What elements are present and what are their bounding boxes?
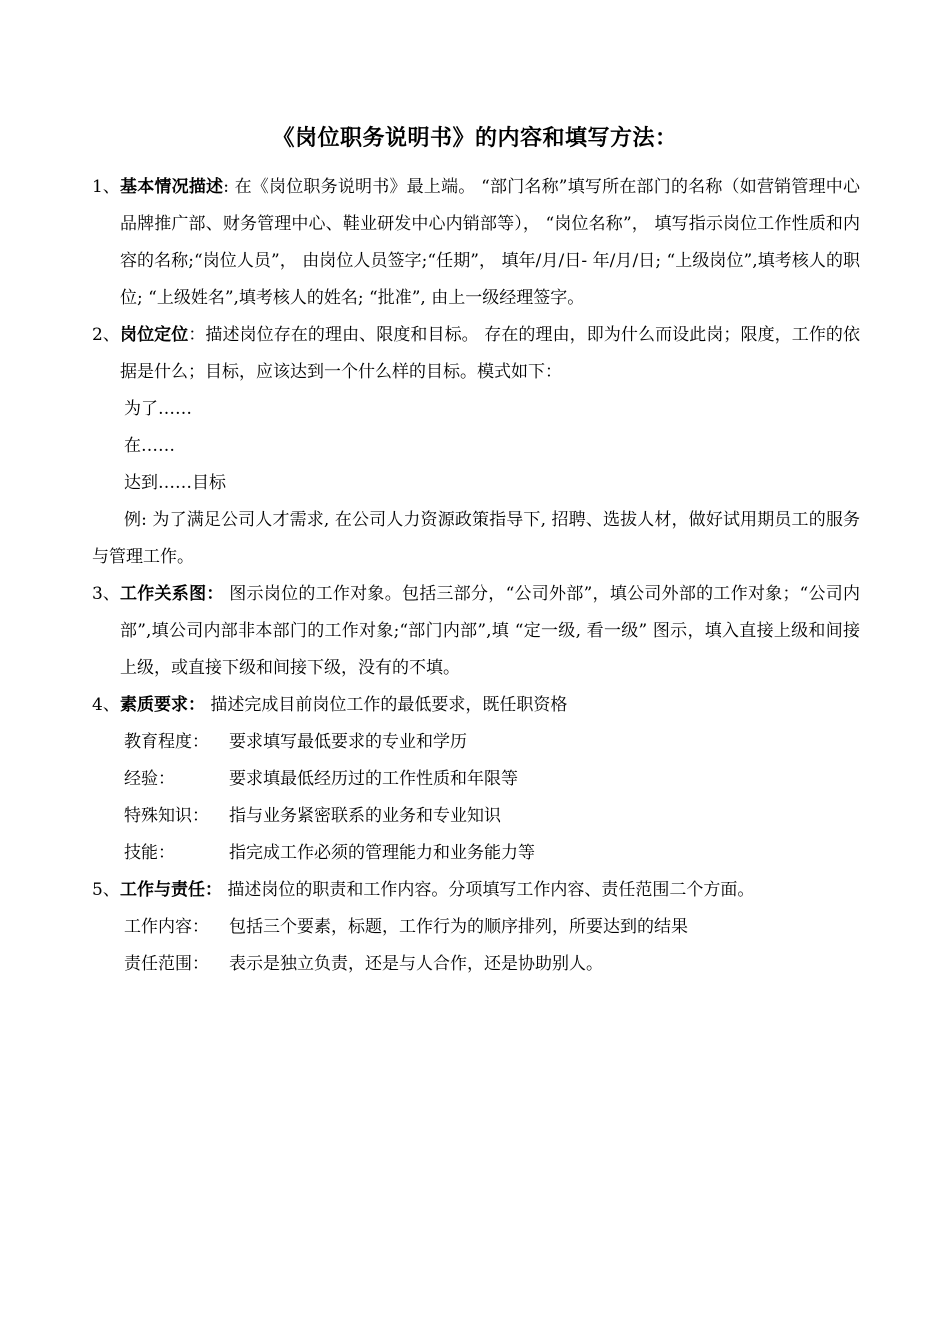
section-paragraph — [120, 169, 860, 317]
requirement-label: 教育程度： — [124, 732, 209, 752]
pattern-line: 为了…… — [124, 399, 192, 419]
section-text: 图示岗位的工作对象。包括三部分，“公司外部”，填公司外部的工作对象；“公司内部”,填公司内部非本部门的工作对象;“部门内部”,填 “定一级, 看一级” 图示，填入直接上级和间接上级，或直接下级和间接下级，没有的不填。 — [120, 584, 860, 678]
section-paragraph — [120, 317, 860, 391]
document-body — [92, 169, 860, 983]
pattern-line: 在…… — [124, 436, 175, 456]
requirement-row — [92, 798, 860, 835]
duty-label: 责任范围： — [124, 954, 209, 974]
section-text: 描述完成目前岗位工作的最低要求，既任职资格 — [205, 695, 568, 715]
section-number: 2、 — [92, 325, 120, 345]
requirement-label: 特殊知识： — [124, 806, 209, 826]
requirement-label: 技能： — [124, 843, 175, 863]
section-number: 3、 — [92, 584, 120, 604]
requirement-row — [92, 724, 860, 761]
pattern-line: 达到……目标 — [124, 473, 226, 493]
section-heading: 工作关系图： — [120, 584, 224, 604]
duty-label: 工作内容： — [124, 917, 209, 937]
section-number: 4、 — [92, 695, 120, 715]
section-paragraph — [120, 576, 860, 687]
section-heading: 素质要求： — [120, 695, 205, 715]
section-number: 5、 — [92, 880, 120, 900]
section-paragraph — [120, 872, 860, 909]
section-heading: 岗位定位 — [120, 325, 189, 345]
section-text: ：描述岗位存在的理由、限度和目标。 存在的理由，即为什么而设此岗；限度，工作的依据是什么；目标，应该达到一个什么样的目标。模式如下： — [120, 325, 861, 382]
section-text: : 在《岗位职务说明书》最上端。 “部门名称”填写所在部门的名称（如营销管理中心品牌推广部、财务管理中心、鞋业研发中心内销部等）， “岗位名称”， 填写指示岗位工作性质和内容的名称;“岗位人员”， 由岗位人员签字;“任期”， 填年/月/日- 年/月/日; “上级岗位”,填考核人的职位; “上级姓名”,填考核人的姓名; “批准”, 由上一级经理签字。 — [120, 177, 861, 308]
duty-row — [92, 909, 860, 946]
requirement-value: 指完成工作必须的管理能力和业务能力等 — [229, 843, 535, 863]
duty-value: 表示是独立负责，还是与人合作，还是协助别人。 — [229, 954, 603, 974]
duty-value: 包括三个要素，标题，工作行为的顺序排列，所要达到的结果 — [229, 917, 688, 937]
section-number: 1、 — [92, 177, 120, 197]
section-duties — [92, 872, 860, 909]
section-heading: 基本情况描述 — [120, 177, 224, 197]
section-work-relations — [92, 576, 860, 687]
section-position — [92, 317, 860, 391]
section-text: 描述岗位的职责和工作内容。分项填写工作内容、责任范围二个方面。 — [222, 880, 755, 900]
example-paragraph: 例: 为了满足公司人才需求, 在公司人力资源政策指导下, 招聘、选拔人材，做好试用期员工的服务与管理工作。 — [92, 510, 860, 567]
section-basic-info — [92, 169, 860, 317]
section-paragraph — [120, 687, 860, 724]
page-title: 《岗位职务说明书》的内容和填写方法： — [272, 125, 678, 151]
section-qualifications — [92, 687, 860, 724]
section-heading: 工作与责任： — [120, 880, 222, 900]
requirement-value: 指与业务紧密联系的业务和专业知识 — [229, 806, 501, 826]
duty-row — [92, 946, 860, 983]
requirement-row — [92, 835, 860, 872]
requirement-row — [92, 761, 860, 798]
requirement-value: 要求填最低经历过的工作性质和年限等 — [229, 769, 518, 789]
requirement-label: 经验： — [124, 769, 175, 789]
requirement-value: 要求填写最低要求的专业和学历 — [229, 732, 467, 752]
